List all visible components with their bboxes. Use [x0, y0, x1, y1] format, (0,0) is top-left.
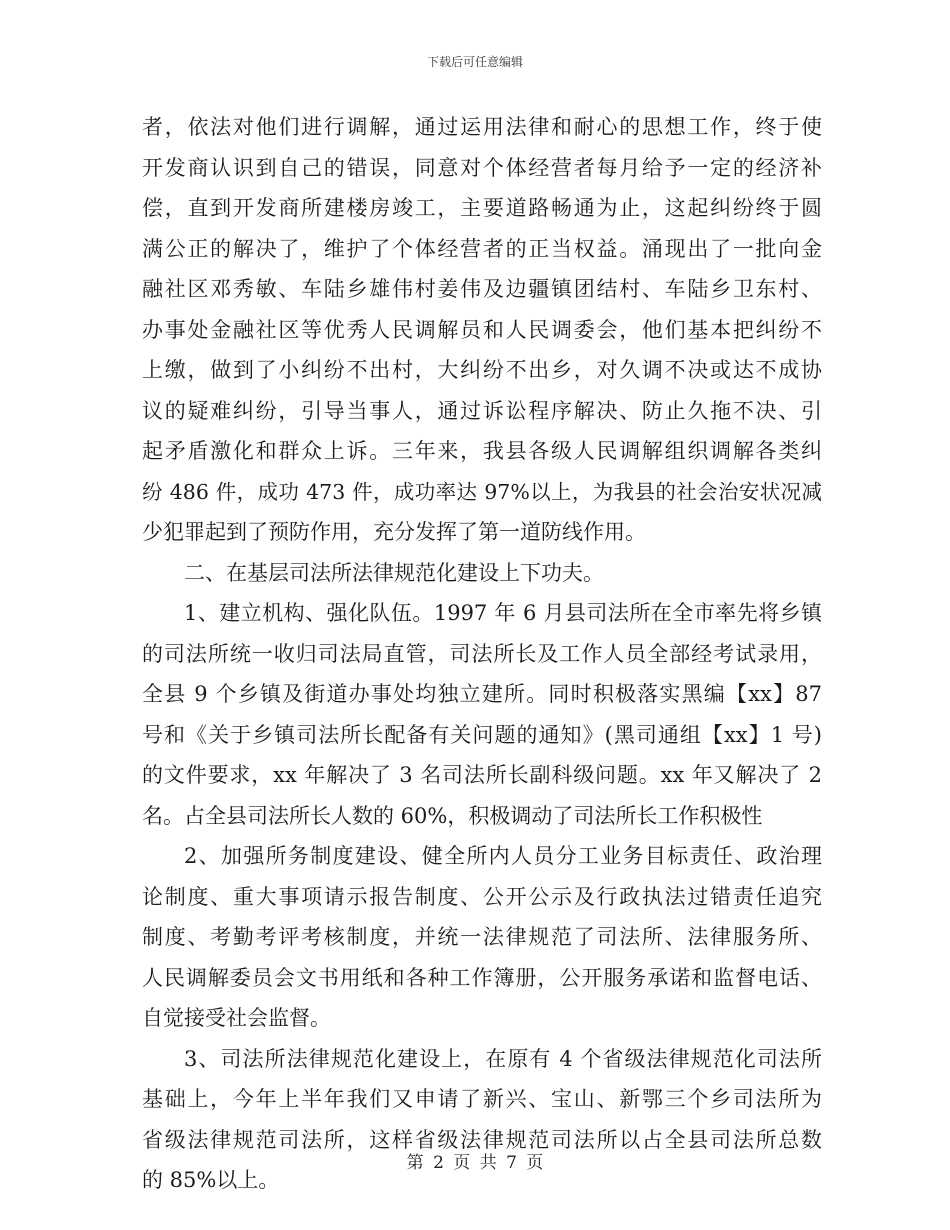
text-line: 基础上，今年上半年我们又申请了新兴、宝山、新鄂三个乡司法所为	[142, 1087, 822, 1111]
text-line: 起矛盾激化和群众上诉。三年来，我县各级人民调解组织调解各类纠	[142, 439, 822, 463]
text-line: 的文件要求，xx 年解决了 3 名司法所长副科级问题。xx 年又解决了 2	[142, 763, 822, 787]
text-line: 纷 486 件，成功 473 件，成功率达 97%以上，为我县的社会治安状况减	[142, 479, 822, 504]
text-line: 全县 9 个乡镇及街道办事处均独立建所。同时积极落实黑编【xx】87	[142, 682, 822, 706]
text-line: 融社区邓秀敏、车陆乡雄伟村姜伟及边疆镇团结村、车陆乡卫东村、	[142, 277, 822, 301]
text-line: 2、加强所务制度建设、健全所内人员分工业务目标责任、政治理	[184, 844, 822, 868]
text-line: 自觉接受社会监督。	[142, 1006, 331, 1030]
text-line: 号和《关于乡镇司法所长配备有关问题的通知》(黑司通组【xx】1 号)	[142, 722, 822, 747]
text-line: 的司法所统一收归司法局直管，司法所长及工作人员全部经考试录用，	[142, 641, 822, 666]
text-line: 省级法律规范司法所，这样省级法律规范司法所以占全县司法所总数	[142, 1127, 822, 1152]
text-line: 办事处金融社区等优秀人民调解员和人民调委会，他们基本把纠纷不	[142, 317, 822, 342]
text-line: 论制度、重大事项请示报告制度、公开公示及行政执法过错责任追究	[142, 884, 822, 909]
document-body	[142, 107, 822, 1201]
text-line: 制度、考勤考评考核制度，并统一法律规范了司法所、法律服务所、	[142, 925, 822, 949]
text-line: 开发商认识到自己的错误，同意对个体经营者每月给予一定的经济补	[142, 155, 822, 180]
text-line: 偿，直到开发商所建楼房竣工，主要道路畅通为止，这起纠纷终于圆	[142, 196, 822, 220]
text-line: 名。占全县司法所长人数的 60%，积极调动了司法所长工作积极性	[142, 803, 763, 828]
text-line: 3、司法所法律规范化建设上，在原有 4 个省级法律规范化司法所	[184, 1046, 822, 1071]
text-line: 1、建立机构、强化队伍。1997 年 6 月县司法所在全市率先将乡镇	[184, 601, 822, 625]
text-line: 议的疑难纠纷，引导当事人，通过诉讼程序解决、防止久拖不决、引	[142, 398, 822, 423]
text-line: 人民调解委员会文书用纸和各种工作簿册，公开服务承诺和监督电话、	[142, 965, 822, 990]
text-line: 满公正的解决了，维护了个体经营者的正当权益。涌现出了一批向金	[142, 236, 822, 261]
text-line: 的 85%以上。	[142, 1168, 280, 1192]
text-line: 二、在基层司法所法律规范化建设上下功夫。	[184, 560, 604, 585]
text-line: 上缴，做到了小纠纷不出村，大纠纷不出乡，对久调不决或达不成协	[142, 358, 822, 382]
page-header: 下载后可任意编辑	[426, 55, 523, 69]
text-line: 者，依法对他们进行调解，通过运用法律和耐心的思想工作，终于使	[142, 115, 822, 139]
page-footer: 第 2 页 共 7 页	[406, 1153, 544, 1173]
text-line: 少犯罪起到了预防作用，充分发挥了第一道防线作用。	[142, 520, 646, 544]
